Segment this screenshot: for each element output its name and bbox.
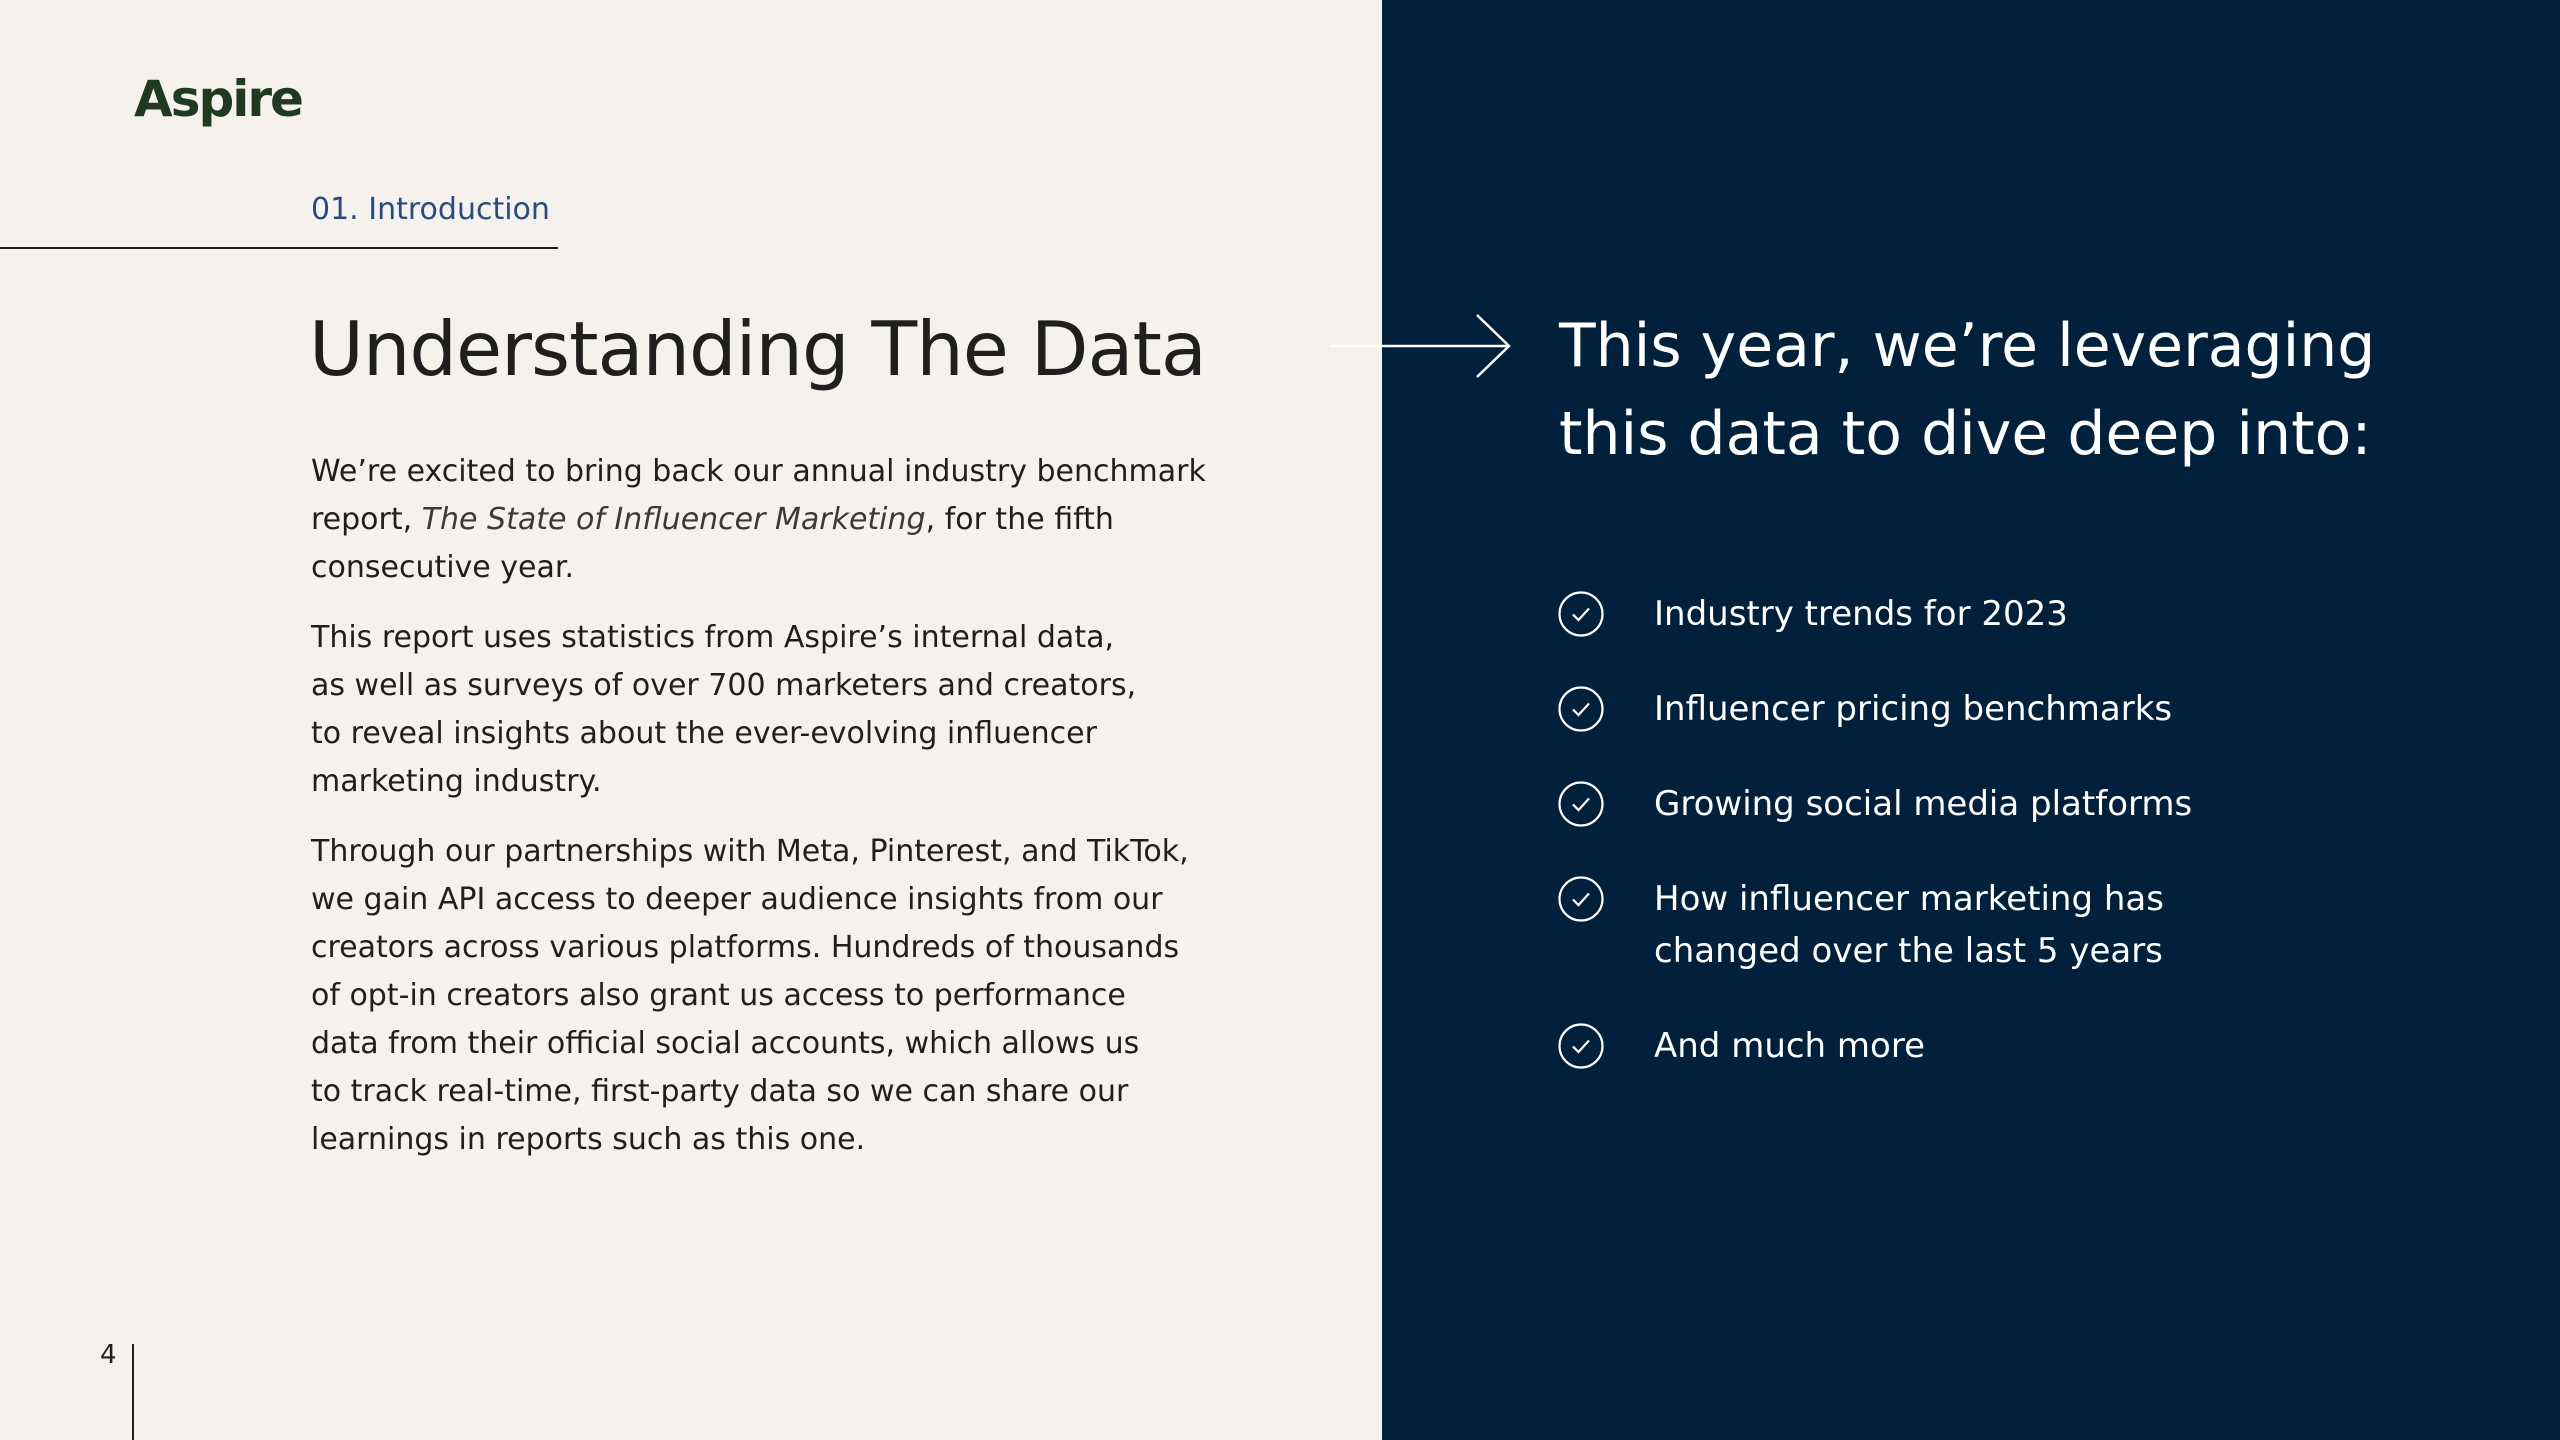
paragraph-line: We’re excited to bring back our annual industry benchmark [311,454,1206,489]
list-item-line: And much more [1654,1026,1925,1066]
list-item-line: Growing social media platforms [1654,784,2193,824]
intro-body [311,448,1211,1186]
highlights-heading [1559,302,2375,478]
check-circle-icon [1558,1023,1604,1069]
list-item [1558,683,2192,735]
section-divider [0,247,558,249]
list-item-text [1654,778,2192,830]
paragraph-text: report, [311,502,422,537]
check-circle-icon [1558,876,1604,922]
paragraph-line: marketing industry. [311,764,602,799]
list-item [1558,873,2192,977]
paragraph-2 [311,614,1211,806]
paragraph-3 [311,828,1211,1164]
paragraph-line: This report uses statistics from Aspire’s internal data, [311,620,1114,655]
list-item-text [1654,1020,2192,1072]
paragraph-line: data from their official social accounts, which allows us [311,1026,1140,1061]
heading-line: This year, we’re leveraging [1559,311,2376,381]
check-circle-icon [1558,686,1604,732]
list-item-line: How influencer marketing has [1654,879,2164,919]
list-item-text [1654,683,2192,735]
highlights-list [1558,588,2192,1072]
paragraph-line: Through our partnerships with Meta, Pinterest, and TikTok, [311,834,1189,869]
arrow-right-icon [1331,313,1513,379]
page-title: Understanding The Data [309,305,1206,393]
page-number-divider [132,1344,134,1440]
report-title-emphasis: The State of Influencer Marketing [421,502,926,537]
list-item [1558,778,2192,830]
list-item [1558,588,2192,640]
paragraph-line: learnings in reports such as this one. [311,1122,866,1157]
list-item-line: changed over the last 5 years [1654,931,2163,971]
paragraph-line: creators across various platforms. Hundreds of thousands [311,930,1180,965]
page-number: 4 [100,1340,117,1370]
paragraph-line: we gain API access to deeper audience insights from our [311,882,1163,917]
paragraph-line: as well as surveys of over 700 marketers and creators, [311,668,1137,703]
list-item-line: Influencer pricing benchmarks [1654,689,2173,729]
paragraph-line: of opt-in creators also grant us access to performance [311,978,1126,1013]
list-item-text [1654,873,2192,977]
check-circle-icon [1558,591,1604,637]
paragraph-1 [311,448,1211,592]
list-item-line: Industry trends for 2023 [1654,594,2068,634]
paragraph-text: , for the fifth [925,502,1114,537]
paragraph-line: to reveal insights about the ever-evolving influencer [311,716,1097,751]
paragraph-line: consecutive year. [311,550,575,585]
heading-line: this data to dive deep into: [1559,399,2372,469]
section-label: 01. Introduction [311,192,550,227]
check-circle-icon [1558,781,1604,827]
list-item [1558,1020,2192,1072]
paragraph-line: to track real-time, first-party data so we can share our [311,1074,1129,1109]
aspire-logo: Aspire [134,70,302,128]
paragraph-line [311,496,1211,544]
list-item-text [1654,588,2192,640]
